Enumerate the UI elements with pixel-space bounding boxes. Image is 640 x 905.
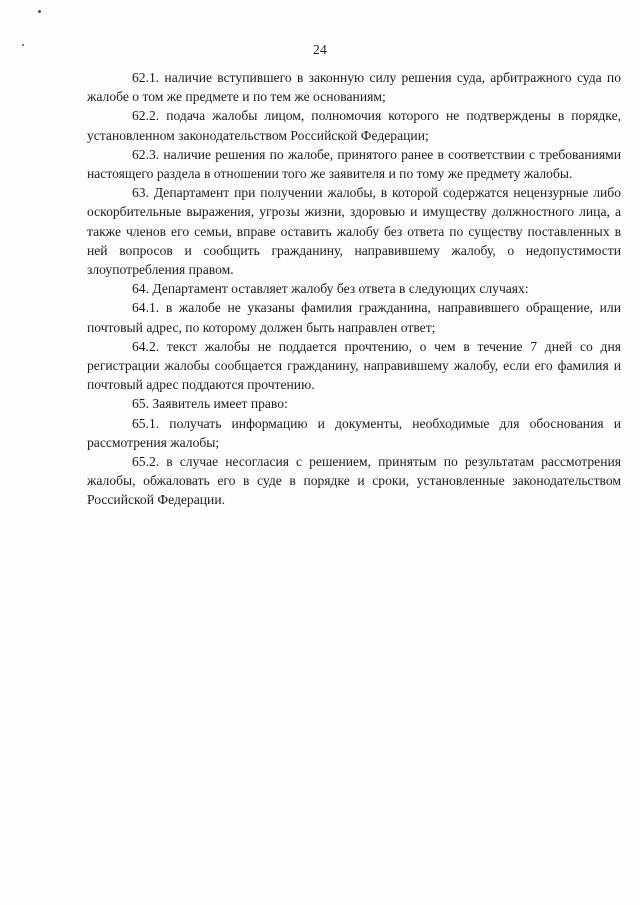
document-body	[87, 68, 621, 510]
paragraph-65-2: 65.2. в случае несогласия с решением, принятым по результатам рассмотрения жалобы, обжаловать его в суде в порядке и сроки, установленные законодательством Российской Федерации.	[87, 454, 621, 508]
paragraph-62-1: 62.1. наличие вступившего в законную силу решения суда, арбитражного суда по жалобе о том же предмете и по тем же основаниям;	[87, 70, 621, 105]
paragraph-64-2: 64.2. текст жалобы не поддается прочтению, о чем в течение 7 дней со дня регистрации жалобы сообщается гражданину, направившему жалобу, если его фамилия и почтовый адрес поддаются прочтению.	[87, 338, 621, 393]
scan-speck	[38, 10, 41, 13]
paragraph-65-1: 65.1. получать информацию и документы, необходимые для обоснования и рассмотрения жалобы;	[87, 415, 621, 450]
paragraph-62-3: 62.3. наличие решения по жалобе, принятого ранее в соответствии с требованиями настоящего раздела в отношении того же заявителя и по тому же предмету жалобы.	[87, 146, 621, 182]
paragraph-65: 65. Заявитель имеет право:	[132, 396, 288, 412]
paragraph-63: 63. Департамент при получении жалобы, в которой содержатся нецензурные либо оскорбительные выражения, угрозы жизни, здоровью и имуществу должностного лица, а также членов его семьи, вправе оставить жалобу без ответа по существу поставленных в ней вопросов и сообщить гражданину, направившему жалобу, о недопустимости злоупотребления правом.	[87, 185, 621, 278]
paragraph-64: 64. Департамент оставляет жалобу без ответа в следующих случаях:	[132, 281, 529, 297]
paragraph-62-2: 62.2. подача жалобы лицом, полномочия которого не подтверждены в порядке, установленном законодательством Российской Федерации;	[87, 108, 621, 143]
paragraph-64-1: 64.1. в жалобе не указаны фамилия гражданина, направившего обращение, или почтовый адрес, по которому должен быть направлен ответ;	[87, 300, 621, 335]
page-number: 24	[313, 42, 327, 57]
